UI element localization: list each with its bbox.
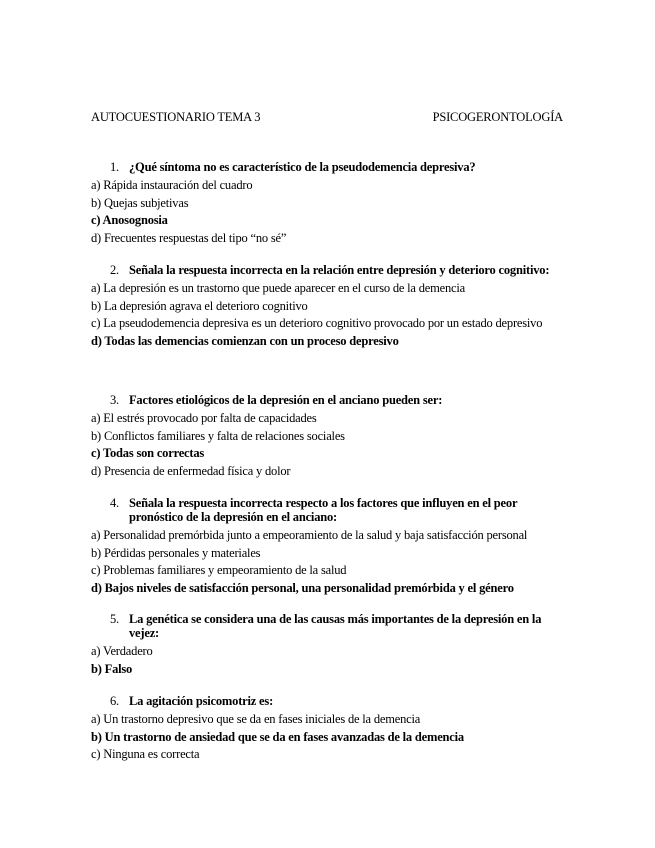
option-b: b) Conflictos familiares y falta de relaciones sociales — [91, 428, 345, 443]
option-a: a) Un trastorno depresivo que se da en fases iniciales de la demencia — [91, 712, 421, 726]
option-a: a) Personalidad premórbida junto a empeoramiento de la salud y baja satisfacción personal — [91, 528, 528, 542]
option-b-correct: b) Falso — [91, 661, 133, 676]
option-c-correct: c) Todas son correctas — [91, 446, 205, 460]
question-1-title — [91, 160, 566, 174]
question-3-title — [91, 393, 566, 407]
question-2-title — [91, 263, 566, 277]
question-4 — [91, 496, 566, 598]
option-c: c) Ninguna es correcta — [91, 747, 200, 761]
question-text: ¿Qué síntoma no es característico de la pseudodemencia depresiva? — [129, 160, 476, 174]
option-c: c) La pseudodemencia depresiva es un deterioro cognitivo provocado por un estado depresivo — [91, 316, 543, 330]
question-2 — [91, 263, 566, 351]
option-d-correct: d) Bajos niveles de satisfacción personal, una personalidad premórbida y el género — [91, 580, 514, 595]
page-header — [91, 110, 563, 126]
header-subject: PSICOGERONTOLOGÍA — [432, 110, 563, 124]
question-1 — [91, 160, 566, 248]
option-a: a) El estrés provocado por falta de capacidades — [91, 411, 317, 425]
header-title: AUTOCUESTIONARIO TEMA 3 — [91, 110, 261, 124]
option-b: b) Quejas subjetivas — [91, 195, 189, 210]
option-c: c) Problemas familiares y empeoramiento de la salud — [91, 563, 347, 577]
option-b: b) Pérdidas personales y materiales — [91, 545, 261, 560]
option-d-correct: d) Todas las demencias comienzan con un proceso depresivo — [91, 333, 399, 348]
question-number: 2. — [110, 263, 119, 277]
option-a: a) La depresión es un trastorno que puede aparecer en el curso de la demencia — [91, 281, 465, 295]
question-3 — [91, 393, 566, 481]
question-number: 4. — [110, 496, 119, 510]
option-a: a) Rápida instauración del cuadro — [91, 178, 253, 192]
question-number: 5. — [110, 612, 119, 626]
option-c-correct: c) Anosognosia — [91, 213, 168, 227]
question-text: Señala la respuesta incorrecta en la relación entre depresión y deterioro cognitivo: — [129, 263, 550, 277]
question-number: 3. — [110, 393, 119, 407]
option-a: a) Verdadero — [91, 644, 153, 658]
question-5 — [91, 612, 566, 679]
question-6 — [91, 694, 566, 765]
question-text: La agitación psicomotriz es: — [129, 694, 274, 708]
question-5-title — [91, 612, 566, 640]
question-6-title — [91, 694, 566, 708]
option-b: b) La depresión agrava el deterioro cognitivo — [91, 298, 308, 313]
question-text: Señala la respuesta incorrecta respecto a los factores que influyen en el peor pronóstico de la depresión en el anciano: — [129, 496, 518, 524]
question-4-title — [91, 496, 566, 524]
question-number: 1. — [110, 160, 119, 174]
question-number: 6. — [110, 694, 119, 708]
question-text: Factores etiológicos de la depresión en el anciano pueden ser: — [129, 393, 443, 407]
option-d: d) Frecuentes respuestas del tipo “no sé” — [91, 230, 287, 245]
question-text: La genética se considera una de las causas más importantes de la depresión en la vejez: — [129, 612, 542, 640]
option-d: d) Presencia de enfermedad física y dolor — [91, 463, 291, 478]
option-b-correct: b) Un trastorno de ansiedad que se da en fases avanzadas de la demencia — [91, 729, 464, 744]
